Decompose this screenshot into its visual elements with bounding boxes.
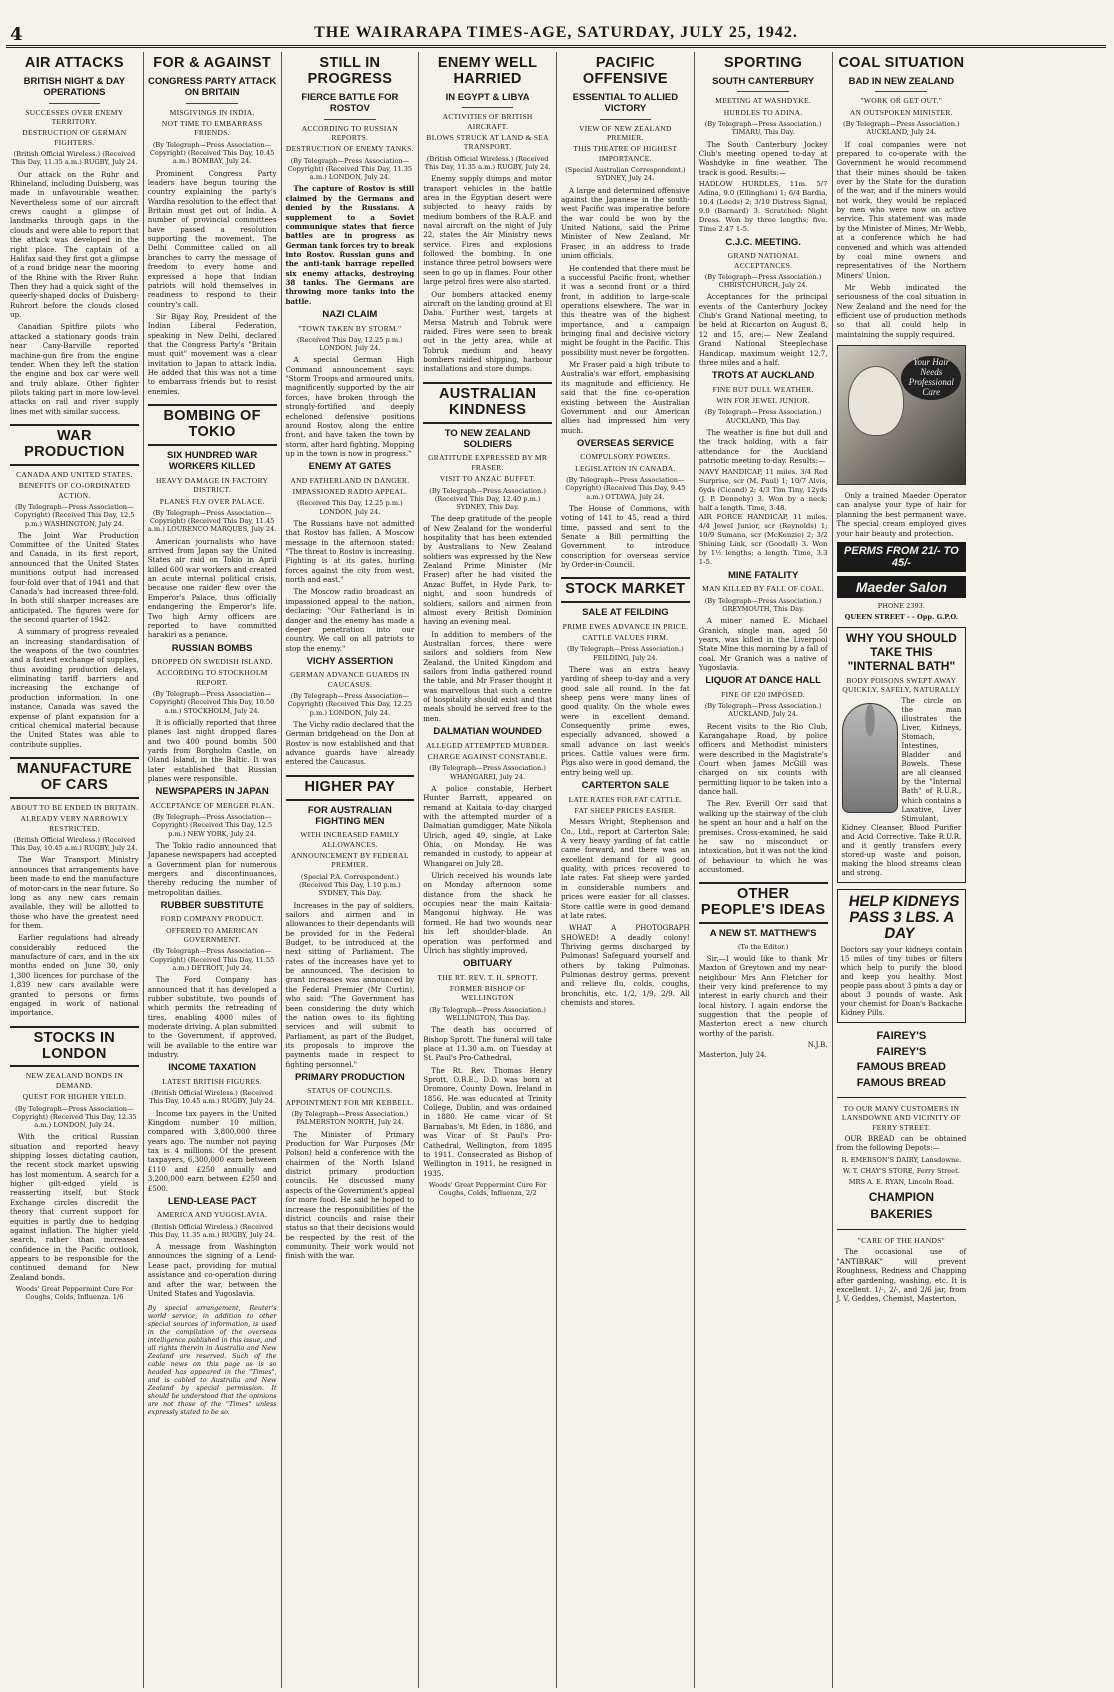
woman-portrait-icon — [848, 366, 904, 436]
depot-item: W. T. CHAY'S STORE, Ferry Street. — [842, 1167, 960, 1176]
subhead: VISIT TO ANZAC BUFFET. — [439, 474, 536, 484]
dateline: (Received This Day, 12.25 p.m.) LONDON, July 24. — [296, 499, 403, 516]
subhead: SOUTH CANTERBURY — [712, 75, 815, 87]
subhead: IN EGYPT & LIBYA — [445, 91, 530, 103]
column-5 — [557, 52, 695, 1688]
subhead: A NEW ST. MATTHEW'S — [709, 928, 817, 940]
subhead: SUCCESSES OVER ENEMY TERRITORY. — [25, 107, 124, 127]
internal-bath-text: The circle on the man illustrates the Liver, Kidneys, Stomach, Intestines, Bladder and Bowels. These are all cleansed by the "Internal Bath" of R.U.R., which contains a Laxative, Liver Stimulant, Kidney Cleanser, Blood Purifier and Acid Corrective. Take R.U.R. and it gently transfers every stored-up waste and poison, making the blood streams clean and strong. — [841, 696, 962, 878]
headline-higher-pay: HIGHER PAY — [286, 775, 415, 801]
subhead: GERMAN ADVANCE GUARDS IN CAUCASUS. — [290, 670, 410, 689]
headline-manufacture-of-cars: MANUFACTURE OF CARS — [10, 757, 139, 799]
subhead: ALLEGED ATTEMPTED MURDER. — [426, 740, 550, 750]
headline-bombing-of-tokio: BOMBING OF TOKIO — [148, 404, 277, 446]
subhead: BAD IN NEW ZEALAND — [848, 75, 955, 87]
subhead: ESSENTIAL TO ALLIED VICTORY — [572, 91, 679, 115]
article-paragraph: A summary of progress revealed an increasing standardisation of the weapons of the two countries and a fastest exchange of supplies, thus avoiding production delays, eliminating tariff barriers and increasing the exchange of production information. In one instance, Canada was saved the expense of plant expansion for a critical chemical material because the United States was able to contribute supplies. — [10, 627, 139, 749]
article-paragraph: The capture of Rostov is still claimed by the Germans and denied by the Russians. A supplement to a Soviet communique states that fierce battles are in progress as German tank forces try to break into Rostov. Russian guns and the anti-tank barrage repelled six enemy attacks, destroying 38 tanks. The Germans are throwing more tanks into the battle. — [285, 184, 415, 306]
article-paragraph: Our bombers attacked enemy aircraft on the landing ground at El Daba. Further west, targets at Mersa Matruh and Tobruk were raided. Fires were seen to break out in the jetty area, while at Tobruk medium and heavy bombers raided shipping, harbour installations and store dumps. — [423, 289, 552, 374]
dateline: (By Telegraph—Press Association—Copyright) (Received This Day, 11.35 a.m.) LONDON, July 24. — [287, 156, 413, 182]
bakery-text: OUR BREAD can be obtained from the following Depots:— — [836, 1134, 967, 1153]
article-paragraph: A police constable, Herbert Hunter Barratt, appeared on remand at Kaitaia to-day charged with the attempted murder of a Dalmatian gumdigger, Mate Nikola Ulrich, aged 49, single, at Lake Ohia, on Monday. He was remanded in custody, to appear at Whangarei on July 28. — [423, 783, 552, 868]
subhead: "WORK OR GET OUT." — [860, 96, 943, 106]
subhead: ACTIVITIES OF BRITISH AIRCRAFT. — [442, 112, 533, 131]
dateline: (By Telegraph—Press Association.) FEILDING, July 24. — [567, 645, 684, 662]
internal-bath-sub: BODY POISONS SWEPT AWAY QUICKLY, SAFELY, NATURALLY — [842, 675, 961, 695]
article-paragraph: A miner named E. Michael Granich, single man, aged 50 years, was killed in the Liverpool State Mine this morning by a fall of coal. Mr Granich was a native of Yugoslavia. — [698, 616, 828, 673]
ad-pulmonas: WHAT A PHOTOGRAPH SHOWED! A deadly colony! Thriving germs discharged by Pulmonas! Safeguard yourself and others by taking Pulmonas. Pulmonas destroy germs, prevent and relieve flu, colds, coughs, bronchitis, etc. 1/2, 1/9, 2/9. All chemists and stores. — [561, 923, 690, 1008]
subhead: FORMER BISHOP OF WELLINGTON — [449, 984, 526, 1003]
faireys-label: FAIREY'S — [876, 1045, 927, 1058]
newspaper-title: THE WAIRARAPA TIMES-AGE, SATURDAY, JULY 25, 1942. — [314, 24, 798, 41]
article-paragraph: The Russians have not admitted that Rostov has fallen. A Moscow message in the afternoon stated: "The threat to Rostov is increasing. Fighting is at its gates, hurling forces against the city from west, north and east." — [285, 518, 415, 585]
page-number: 4 — [10, 24, 23, 45]
headline-stocks-in-london: STOCKS IN LONDON — [10, 1026, 139, 1068]
anatomy-figure-icon — [842, 703, 898, 813]
headline-pacific-offensive: PACIFIC OFFENSIVE — [582, 55, 668, 87]
column-4 — [419, 52, 557, 1688]
subhead: GRAND NATIONAL ACCEPTANCES. — [727, 251, 799, 270]
subhead: APPOINTMENT FOR MR KEBBELL. — [285, 1097, 415, 1107]
article-paragraph: The weather is fine but dull and the track holding, with a fair attendance for the Auckland patriotic meeting to-day. Results:— — [698, 427, 828, 465]
subhead: CANADA AND UNITED STATES. — [16, 469, 133, 479]
subhead: MISGIVINGS IN INDIA. — [169, 107, 255, 117]
dateline: (British Official Wireless.) (Received This Day, 10.45 a.m.) RUGBY, July 24. — [11, 836, 138, 853]
article-paragraph: The South Canterbury Jockey Club's meeting opened to-day at Washdyke in fine weather. The track is good. Results:— — [698, 139, 828, 177]
article-paragraph: The Joint War Production Committee of the United States and Canada, in its first report, announced that the United States munitions output had increased four-fold over that of 1941 and that Canada's had increased three-fold. In both still sharper increases are anticipated. The figures were for the second quarter of 1942. — [10, 530, 139, 624]
dateline: (By Telegraph—Press Association—Copyright) (Received This Day, 11.45 a.m.) LOURENCO MARQUES, July 24. — [147, 508, 277, 534]
dateline: (British Official Wireless.) (Received This Day, 11.35 a.m.) RUGBY, July 24. — [424, 154, 551, 171]
column-7 — [833, 52, 971, 1688]
subhead: WITH INCREASED FAMILY ALLOWANCES. — [300, 830, 400, 849]
subhead: MEETING AT WASHDYKE. — [715, 96, 812, 106]
column-3 — [282, 52, 420, 1688]
article-paragraph: The death has occurred of Bishop Sprott. The funeral will take place at 11.30 a.m. on Tuesday at St. Paul's Pro-Cathedral. — [423, 1025, 552, 1063]
dateline: (By Telegraph—Press Association—Copyright) (Received This Day, 12.5 p.m.) WASHINGTON, July 24. — [14, 503, 135, 528]
article-paragraph: Sir Bijay Roy, President of the Indian Liberal Federation, speaking in New Delhi, declared that the Congress Party's "Britain must quit" movement was a clear invitation to Japan to attack India. He added that this was not a time to embarrass friends but to resist enemies. — [147, 311, 277, 396]
article-paragraph: A special German High Command announcement says: "Storm Troops and armoured units, magnificently supported by the air forces, have broken through the strongly-fortified and deeply echeloned defensive positions around Rostov, along the entire front, and have taken the town by storm, after hard fighting. Mopping up in the town is now in progress." — [285, 355, 415, 458]
ad-peppermint-cure: Woods' Great Peppermint Cure For Coughs, Colds, Influenza. 1/6 — [15, 1285, 134, 1302]
column-6 — [695, 52, 833, 1688]
headline-cjc-meeting: C.J.C. MEETING. — [725, 236, 801, 248]
famous-bread-label: FAMOUS BREAD — [856, 1076, 946, 1089]
subhead: BRITISH NIGHT & DAY OPERATIONS — [23, 75, 126, 99]
article-paragraph: Mr Webb indicated the seriousness of the coal situation in New Zealand and the need for the efficient use of production methods so that all could help in maintaining the supply required. — [836, 282, 967, 339]
dateline: (By Telegraph—Press Association.) (Received This Day, 12.40 p.m.) SYDNEY, This Day. — [429, 486, 546, 512]
headline-enemy-well-harried: ENEMY WELL HARRIED — [437, 55, 538, 87]
subhead: OFFERED TO AMERICAN GOVERNMENT. — [166, 925, 259, 945]
letter-dateline: Masterton, July 24. — [698, 1051, 767, 1060]
subhead: ANNOUNCEMENT BY FEDERAL PREMIER. — [291, 851, 409, 870]
headline-trots-at-auckland: TROTS AT AUCKLAND — [711, 370, 815, 382]
article-paragraph: Messrs Wright, Stephenson and Co., Ltd., report at Carterton Sale: A very heavy yarding of fat cattle came forward, and there was an excellent demand for all good quality, with prices recovered to late rates. Fat sheep were yarded in considerable numbers and prices were easier for all classes. Store cattle were in good demand at late rates. — [561, 817, 690, 920]
ad-peppermint-cure: Woods' Great Peppermint Cure For Coughs, Colds, Influenza, 2/2 — [428, 1180, 547, 1198]
subhead: VIEW OF NEW ZEALAND PREMIER. — [579, 123, 672, 143]
dateline: (By Telegraph—Press Association—Copyright) (Received This Day, 9.45 a.m.) OTTAWA, July 24. — [565, 476, 686, 501]
subhead: FORD COMPANY PRODUCT. — [160, 914, 264, 924]
internal-bath-title-2: "INTERNAL BATH" — [847, 658, 956, 673]
headline-primary-production: PRIMARY PRODUCTION — [294, 1072, 405, 1084]
headline-vichy-assertion: VICHY ASSERTION — [306, 655, 394, 667]
article-paragraph: Our attack on the Ruhr and Rhineland, including Duisberg, was made in unfavourable weather. Nevertheless some of our aircraft crews caught a glimpse of landmarks through gaps in the clouds and were able to report that the attack was developed in the right place. The captain of a Halifax said they first got a glimpse of a road bridge near the mooring of the Rhine with the River Ruhr. Then they had a quick sight of the queerly-shaped docks of Duisberg-Ruhrort before the clouds closed up. — [10, 169, 139, 320]
faireys-label: FAIREY'S — [876, 1030, 927, 1043]
dateline: (By Telegraph—Press Association—Copyright) (Received This Day, 10.45 a.m.) BOMBAY, July 24. — [149, 140, 275, 166]
dateline: (By Telegraph—Press Association—Copyright) (Received This Day, 10.50 a.m.) STOCKHOLM, July 24. — [149, 690, 275, 715]
columns — [6, 52, 1108, 1688]
headline-other-peoples-ideas: OTHER PEOPLE'S IDEAS — [699, 882, 828, 924]
article-paragraph: Increases in the pay of soldiers, sailors and airmen and in allowances to their dependants will be provided for in the Federal Budget, to be introduced at the next sitting of Parliament. The rates of the increases have yet to be announced. The decision to grant increases was announced by the Federal Premier (Mr Curtin), who said: "The Government has been considering the duty which the nation owes to its fighting services and will submit to Parliament, as part of the Budget, its proposals to improve the payments made in respect to fighting personnel." — [285, 900, 415, 1069]
article-paragraph: Mr Fraser paid a high tribute to Australia's war effort, emphasising its magnitude and efficiency. He said that the fine co-operation existing between the Australian Government and our American allies had impressed him very much. — [561, 360, 690, 435]
dateline: (By Telegraph—Press Association.) WELLINGTON, This Day. — [429, 1005, 546, 1022]
salon-ad-name: Maeder Salon — [837, 576, 967, 598]
dateline: (By Telegraph—Press Association.) AUCKLAND, This Day. — [704, 408, 822, 425]
headline-still-in-progress: STILL IN PROGRESS — [307, 55, 393, 87]
subhead: LEGISLATION IN CANADA. — [575, 463, 676, 473]
headline-sporting: SPORTING — [724, 55, 803, 71]
dateline: (By Telegraph—Press Association.) AUCKLAND, July 24. — [704, 702, 822, 719]
kidney-ad-text: Doctors say your kidneys contain 15 miles of tiny tubes or filters which help to purify the blood and keep you healthy. Most people pass about 3 pints a day or about 3 pounds of waste. Ask your chemist for Doan's Backache Kidney Pills. — [840, 945, 963, 1018]
subhead: FINE OF £20 IMPOSED. — [721, 689, 806, 699]
subhead: AN OUTSPOKEN MINISTER. — [849, 107, 953, 117]
dateline: (Received This Day, 12.25 p.m.) LONDON, July 24. — [296, 335, 403, 353]
article-paragraph: Income tax payers in the United Kingdom number 10 million, compared with 3,800,000 three years ago. The number not paying tax is 4 millions. Of the present taxpayers, 6,300,000 earn between £110 and £250 annually and 3,200,000 earn between £250 and £500. — [147, 1108, 277, 1193]
subhead: HURDLES TO ADINA. — [723, 107, 803, 117]
headline-enemy-at-gates: ENEMY AT GATES — [308, 461, 392, 473]
masthead — [6, 18, 1106, 48]
subhead: FAT SHEEP PRICES EASIER. — [574, 805, 677, 815]
dateline: (Special P.A. Correspondent.) (Received This Day, 1.10 p.m.) SYDNEY, This Day. — [299, 872, 401, 898]
internal-bath-ad — [837, 627, 967, 883]
headline-war-production: WAR PRODUCTION — [10, 424, 139, 466]
column-2 — [144, 52, 282, 1688]
article-paragraph: Earlier regulations had already considerably reduced the manufacture of cars, and in the six months ended on June 30, only 1,300 licences for purchase of the 1,839 new cars available were granted to persons or firms engaged in work of national importance. — [10, 933, 139, 1018]
subhead: SALE AT FEILDING — [582, 607, 669, 619]
faireys-bread-ad — [837, 1029, 967, 1091]
dateline: (By Telegraph—Press Association.) CHRISTCHURCH, July 24. — [704, 272, 822, 290]
dateline: (Special Australian Correspondent.) SYDNEY, July 24. — [565, 166, 686, 183]
subhead: PRIME EWES ADVANCE IN PRICE. — [562, 621, 689, 631]
bakery-intro: TO OUR MANY CUSTOMERS IN LANSDOWNE AND VICINITY OF FERRY STREET. — [841, 1103, 961, 1132]
subhead: "TOWN TAKEN BY STORM." — [298, 323, 402, 333]
letter-signature: N.J.B. — [807, 1041, 828, 1050]
kidney-ad-title: HELP KIDNEYS PASS 3 LBS. A DAY — [847, 893, 961, 942]
subhead: DROPPED ON SWEDISH ISLAND. — [151, 657, 273, 666]
subhead: AMERICA AND YUGOSLAVIA. — [156, 1210, 268, 1220]
headline-carterton-sale: CARTERTON SALE — [581, 780, 670, 792]
subhead: NEW ZEALAND BONDS IN DEMAND. — [25, 1071, 124, 1090]
subhead: COMPULSORY POWERS. — [580, 452, 671, 462]
salon-ad-badge: Your Hair Needs Professional Care — [901, 356, 961, 400]
dateline: (By Telegraph—Press Association—Copyright) (Received This Day, 12.5 p.m.) NEW YORK, July 24. — [151, 813, 273, 838]
salon-ad-address: QUEEN STREET - - Opp. G.P.O. — [844, 613, 959, 622]
headline-rubber-substitute: RUBBER SUBSTITUTE — [160, 899, 264, 911]
dateline: (By Telegraph—Press Association—Copyright) (Received This Day, 12.25 p.m.) LONDON, July 24. — [287, 692, 413, 717]
headline-obituary: OBITUARY — [462, 958, 513, 970]
subhead: AND FATHERLAND IN DANGER. — [290, 475, 410, 485]
subhead: CONGRESS PARTY ATTACK ON BRITAIN — [147, 75, 277, 99]
reuters-footnote: By special arrangement, Reuter's world service, in addition to other special sources of information, is used in the compilation of the overseas intelligence published in this issue, and all rights therein in Australia and New Zealand are reserved. Such of the cable news on this page as is so headed has appeared in the "Times", and is cabled to Australia and New Zealand by special permission. It should be understood that the opinions are not those of the "Times" unless expressly stated to be so. — [147, 1304, 277, 1417]
headline-for-and-against: FOR & AGAINST — [153, 55, 271, 71]
headline-dalmatian-wounded: DALMATIAN WOUNDED — [433, 726, 542, 738]
hands-ad-text: The occasional use of "ANTIBRAK" will prevent Roughness, Redness and Chapping after gardening, washing, etc. It is excellent. 1/-, 2/-, and 2/6 jar, from J. V. Geddes, Chemist, Masterton. — [836, 1247, 967, 1304]
subhead: ACCORDING TO STOCKHOLM REPORT. — [156, 668, 268, 687]
race-result: NAVY HANDICAP, 11 miles. 3/4 Red Surprise, scr (M. Paul) 1; 10/7 Alvis, 6yds (Cicand) 2; 4/3 Tim Tiny, 12yds (J. P. Dennehy) 3. Won by a neck; half a length. Time, 3.48. — [698, 468, 828, 513]
headline-stock-market: STOCK MARKET — [561, 577, 690, 603]
article-paragraph: The Vichy radio declared that the German bridgehead on the Don at Rostov is now established and that advance guards have already entered the Caucasus. — [285, 719, 415, 767]
subhead: ABOUT TO BE ENDED IN BRITAIN. — [10, 802, 139, 812]
subhead: NOT TIME TO EMBARRASS FRIENDS. — [161, 119, 263, 138]
depot-item: R. EMERSON'S DAIRY, Lansdowne. — [841, 1155, 962, 1164]
article-paragraph: The deep gratitude of the people of New Zealand for the wonderful hospitality that has been extended by Australians to New Zealand soldiers was expressed by the New Zealand Prime Minister (Mr Fraser) after he had visited the Anzac Buffet, in Hyde Park, to-night, and soon hundreds of soldiers, sailors and airmen from almost every British Dominion having an evening meal. — [423, 514, 552, 627]
article-paragraph: Prominent Congress Party leaders have begun touring the country explaining the party's Wardha resolution to the effect that Britain must get out of India. A number of provincial committees have passed a resolution supporting the movement. The Delhi Committee called on all branches to carry the message of freedom to every home and expressed a hope that Indian patriots will hold themselves in readiness to respond to their country's call. — [147, 168, 277, 309]
race-result: AIR FORCE HANDICAP, 11 miles. 4/4 Jewel Junior, scr (Reynolds) 1; 10/9 Sumana, scr (McKenzie) 2; 3/2 Shining Link, scr (Goodall) 3. Won by 1½ lengths; a length. Time, 3.3 1-5. — [698, 513, 828, 567]
subhead: LATE RATES FOR FAT CATTLE. — [568, 794, 683, 804]
article-paragraph: Canadian Spitfire pilots who attacked a stationary goods train near Cany-Barville reported machine-gun fire from the engine tender. When they left the station the engine and box car were well and truly ablaze. Other fighter pilots taking part in more low-level attacks on rail and river supply lines met with similar success. — [10, 322, 139, 416]
subhead: ALREADY VERY NARROWLY RESTRICTED. — [20, 814, 129, 833]
internal-bath-title: WHY YOU SHOULD TAKE THIS — [845, 631, 957, 660]
headline-russian-bombs: RUSSIAN BOMBS — [171, 642, 253, 654]
subhead: DESTRUCTION OF ENEMY TANKS. — [285, 144, 414, 154]
dateline: (By Telegraph—Press Association.) GREYMOUTH, This Day. — [704, 596, 822, 613]
article-paragraph: The Ford Company has announced that it has developed a rubber substitute, two pounds of which permits the retreading of tires, enabling 4000 miles of moderate driving. A plan submitted to the Government, if approved, will be available to the entire war industry. — [147, 975, 277, 1060]
article-paragraph: Enemy supply dumps and motor transport vehicles in the battle area in the Egyptian desert were subjected to heavy raids by medium bombers of the R.A.F. and naval aircraft on the night of July 22, states the Air Ministry news service. Fires and explosions followed the bombing. In one instance three petrol bowsers were seen to go up in flames. Four other large petrol fires were also started. — [423, 174, 552, 287]
headline-nazi-claim: NAZI CLAIM — [322, 309, 378, 321]
subhead: THIS THEATRE OF HIGHEST IMPORTANCE. — [573, 144, 678, 163]
headline-newspapers-in-japan: NEWSPAPERS IN JAPAN — [155, 786, 269, 798]
article-paragraph: Recent visits to the Rio Club, Karangahape Road, by police officers and Methodist ministers were described in the Magistrate's Court when James McGill was charged on six counts with permitting liquor to be taken into a dance hall. — [698, 721, 828, 797]
article-paragraph: Acceptances for the principal events of the Canterbury Jockey Club's Grand National meeting, to be held at Riccarton on August 8, 12 and 15, are:— New Zealand Grand National Steeplechase Handicap, maximum weight 12.7, three miles and a half. — [698, 292, 828, 367]
headline-income-taxation: INCOME TAXATION — [168, 1062, 257, 1074]
article-paragraph: The War Transport Ministry announces that arrangements have been made to end the manufacture of motor-cars in the near future. So long as any new cars remain available, they will be allotted to those who have the greatest need for them. — [10, 855, 139, 930]
headline-coal-situation: COAL SITUATION — [838, 55, 965, 71]
subhead: CATTLE VALUES FIRM. — [582, 633, 669, 643]
letter-heading: (To the Editor.) — [737, 942, 789, 951]
article-paragraph: Ulrich received his wounds late on Monday afternoon some distance from the shack he occupies near the main Kaitaia-Mangonui highway. He was formed. He had two wounds near his left shoulder-blade. An operation was performed and Ulrich has slightly improved. — [423, 871, 552, 955]
subhead: SIX HUNDRED WAR WORKERS KILLED — [166, 450, 258, 473]
champion-bakeries: CHAMPION BAKERIES — [868, 1190, 935, 1222]
headline-lend-lease-pact: LEND-LEASE PACT — [167, 1195, 257, 1207]
headline-air-attacks: AIR ATTACKS — [24, 55, 124, 71]
dateline: (By Telegraph—Press Association.) AUCKLAND, July 24. — [843, 120, 960, 137]
article-paragraph: The Tokio radio announced that Japanese newspapers had accepted a Government plan for numerous mergers and discontinuances, thereby reducing the number of metropolitan dailies. — [147, 840, 277, 897]
subhead: THE RT. REV. T. H. SPROTT. — [437, 972, 538, 982]
subhead: STATUS OF COUNCILS. — [307, 1086, 393, 1096]
subhead: DESTRUCTION OF GERMAN FIGHTERS. — [22, 128, 127, 147]
article-paragraph: The Moscow radio broadcast an impassioned appeal to the nation, declaring: "Our Fatherland is in danger and the enemy has made a deeper penetration into our country. We call on all patriots to stop the enemy." — [285, 587, 415, 653]
subhead: PLANES FLY OVER PALACE. — [159, 496, 265, 506]
subhead: QUEST FOR HIGHER YIELD. — [22, 1092, 127, 1102]
dateline: (By Telegraph—Press Association.) PALMERSTON NORTH, July 24. — [291, 1110, 409, 1127]
article-paragraph: American journalists who have arrived from Japan say the United States air raid on Tokio in April killed 600 war workers and created an acute internal political crisis, because one raider flew over the Emperor's Palace, thus officially endangering the Emperor's life. Two high Army officers are reported to have committed harakiri as a penance. — [147, 536, 277, 640]
subhead: FIERCE BATTLE FOR ROSTOV — [301, 91, 399, 115]
dateline: (British Official Wireless.) (Received This Day, 11.35 a.m.) RUGBY, July 24. — [11, 150, 138, 167]
headline-mine-fatality: MINE FATALITY — [727, 569, 799, 581]
dateline: (By Telegraph—Press Association—Copyright) (Received This Day, 11.55 a.m.) DETROIT, July 24. — [149, 947, 275, 972]
depot-item: MRS A. E. RYAN, Lincoln Road. — [848, 1178, 954, 1187]
subhead: ACCEPTANCE OF MERGER PLAN. — [149, 800, 275, 810]
article-paragraph: The Minister of Primary Production for War Purposes (Mr Polson) held a conference with the chairmen of the North Island district primary production councils. He discussed many aspects of the Government's appeal for more food. He said he hoped to increase the responsibilities of the district councils and raise their status so that their decisions would be respected by the rest of the community. Their work would not finish with the war. — [285, 1129, 415, 1261]
subhead: WIN FOR JEWEL JUNIOR. — [716, 396, 810, 406]
letter-paragraph: Sir,—I would like to thank Mr Maxton of Greytown and my near-neighbour Mrs Ann Fletcher for their very kind preference to my interest in early church and their local history. I again endorse the suggestion that the people of Masterton erect a new church worthy of the parish. — [698, 953, 828, 1038]
article-paragraph: A large and determined offensive against the Japanese in the south-west Pacific was imperative before the war could be won by the United Nations, said the Prime Minister of New Zealand, Mr Fraser, in an address to trade union officials. — [561, 185, 690, 261]
dateline: (By Telegraph—Press Association.) TIMARU, This Day. — [704, 120, 822, 137]
famous-bread-label: FAMOUS BREAD — [856, 1061, 946, 1074]
article-paragraph: If coal companies were not prepared to co-operate with the Government he would recommend that their mines should be taken over by the State for the duration of the war, and if the miners would not work, they would be replaced by men who were now on active service. This statement was made by the Minister of Mines, Mr Webb, at a conference which he had convened and which was attended by coal mine owners and representatives of the Northern Miners' Union. — [836, 139, 967, 280]
subhead: MAN KILLED BY FALL OF COAL. — [702, 584, 825, 594]
subhead: FOR AUSTRALIAN FIGHTING MEN — [307, 804, 392, 827]
subhead: TO NEW ZEALAND SOLDIERS — [444, 427, 531, 451]
article-paragraph: The Rev. Everill Orr said that walking up the stairway of the club he spent an hour and a half on the premises. Cross-examined, he said he saw no misconduct or intoxication, but it was not the kind of behaviour to which he was accustomed. — [698, 799, 828, 874]
kidney-pills-ad — [837, 889, 967, 1023]
subhead: FINE BUT DULL WEATHER. — [712, 384, 814, 394]
subhead: LATEST BRITISH FIGURES. — [162, 1076, 263, 1086]
dateline: (By Telegraph—Press Association.) WHANGAREI, July 24. — [429, 764, 546, 781]
dateline: (British Official Wireless.) (Received This Day, 11.35 a.m.) RUGBY, July 24. — [149, 1222, 276, 1239]
subhead: GRATITUDE EXPRESSED BY MR FRASER. — [428, 453, 548, 472]
article-paragraph: The House of Commons, with voting of 141 to 45, read a third time, passed and sent to the Senate a Bill permitting the Government to introduce conscription for overseas service by Order-in-Council. — [561, 503, 690, 569]
subhead: IMPASSIONED RADIO APPEAL. — [292, 487, 408, 497]
race-result: HADLOW HURDLES, 11m. 5/7 Adina, 9.0 (Ellingham) 1; 6/4 Bardia, 10.4 (Leeds) 2; 3/10 Distress Signal, 9.0 (Barnard) 3. Scratched: Night Dress. Won by three lengths; five. Time 2.47 1-5. — [698, 179, 828, 233]
salon-ad-prices: PERMS FROM 21/- TO 45/- — [837, 542, 967, 572]
salon-ad-phone: PHONE 2393. — [877, 601, 925, 610]
article-paragraph: It is officially reported that three planes last night dropped flares and two 400 pound bombs 500 yards from Borgholm Castle, on Oland Island, in the Baltic. It was later established that Russian planes were responsible. — [147, 717, 277, 783]
dateline: (British Official Wireless.) (Received This Day, 10.45 a.m.) RUGBY, July 24. — [149, 1089, 276, 1106]
article-paragraph: The Rt. Rev. Thomas Henry Sprott, O.B.E., D.D. was born at Dromore, County Down, Ireland in 1856. He was educated at Trinity College, Dublin, and was ordained in 1880. He came vicar of St Barnabas's, Mt Eden, in 1886, and was Vicar of St Paul's Pro-Cathedral, Wellington, from 1895 to 1911. Consecrated as Bishop of Wellington in 1911, he resigned in 1935. — [423, 1065, 552, 1178]
salon-ad-illustration — [837, 345, 967, 485]
subhead: BENEFITS OF CO-ORDINATED ACTION. — [18, 481, 131, 500]
headline-australian-kindness: AUSTRALIAN KINDNESS — [423, 382, 552, 424]
headline-liquor-at-dance-hall: LIQUOR AT DANCE HALL — [705, 675, 821, 687]
subhead: CHARGE AGAINST CONSTABLE. — [427, 751, 548, 761]
subhead: ACCORDING TO RUSSIAN REPORTS. — [301, 123, 398, 143]
article-paragraph: In addition to members of the Australian forces, there were sailors and soldiers from New Zealand, the United Kingdom and sailors from India gathered round the table, and Mr Fraser thought it was marvellous that such a centre of hospitality should exist and that meals should be served free to the men. — [423, 629, 552, 723]
article-paragraph: A message from Washington announces the signing of a Lend-Lease pact, providing for mutual assistance and co-operation during and after the war, between the United States and Yugoslavia. — [147, 1242, 277, 1298]
article-paragraph: There was an extra heavy yarding of sheep to-day and a very good sale all round. In the fat sheep pens were many lines of good quality. On the whole ewes were in excellent demand. Consequently prime ewes, especially advanced, showed a small advance on last week's prices. Cattle values were firm. Pigs also were in good demand, the entry being well up. — [561, 664, 690, 777]
hands-ad-title: "CARE OF THE HANDS" — [857, 1236, 946, 1246]
article-paragraph: With the critical Russian situation and reported heavy shipping losses dictating caution, the recent stock market upswing has lost momentum. A search for a higher gilt-edged yield is reasserting itself, but Stock Exchange circles discredit the theory that current support for equities is partly due to hedging against inflation. The higher yield search, rather than increased confidence in the Pacific outlook, appears to be responsible for the continued demand for New Zealand bonds. — [10, 1132, 139, 1282]
dateline: (By Telegraph—Press Association—Copyright) (Received This Day, 12.35 a.m.) LONDON, July 24. — [12, 1104, 137, 1130]
headline-overseas-service: OVERSEAS SERVICE — [576, 437, 674, 449]
column-1 — [6, 52, 144, 1688]
article-paragraph: He contended that there must be a successful Pacific front, whether it was a second front or a third front, in addition to large-scale operations elsewhere. The war in this theatre was of the highest importance, and a campaign bringing final and decisive victory might be fought in the Pacific. This possibility must never be forgotten. — [561, 263, 690, 357]
subhead: HEAVY DAMAGE IN FACTORY DISTRICT. — [155, 475, 269, 495]
salon-ad-text: Only a trained Maeder Operator can analyse your type of hair for planning the best permanent wave. The special cream employed gives your hair beauty and protection. — [836, 491, 967, 538]
subhead: BLOWS STRUCK AT LAND & SEA TRANSPORT. — [426, 133, 549, 152]
